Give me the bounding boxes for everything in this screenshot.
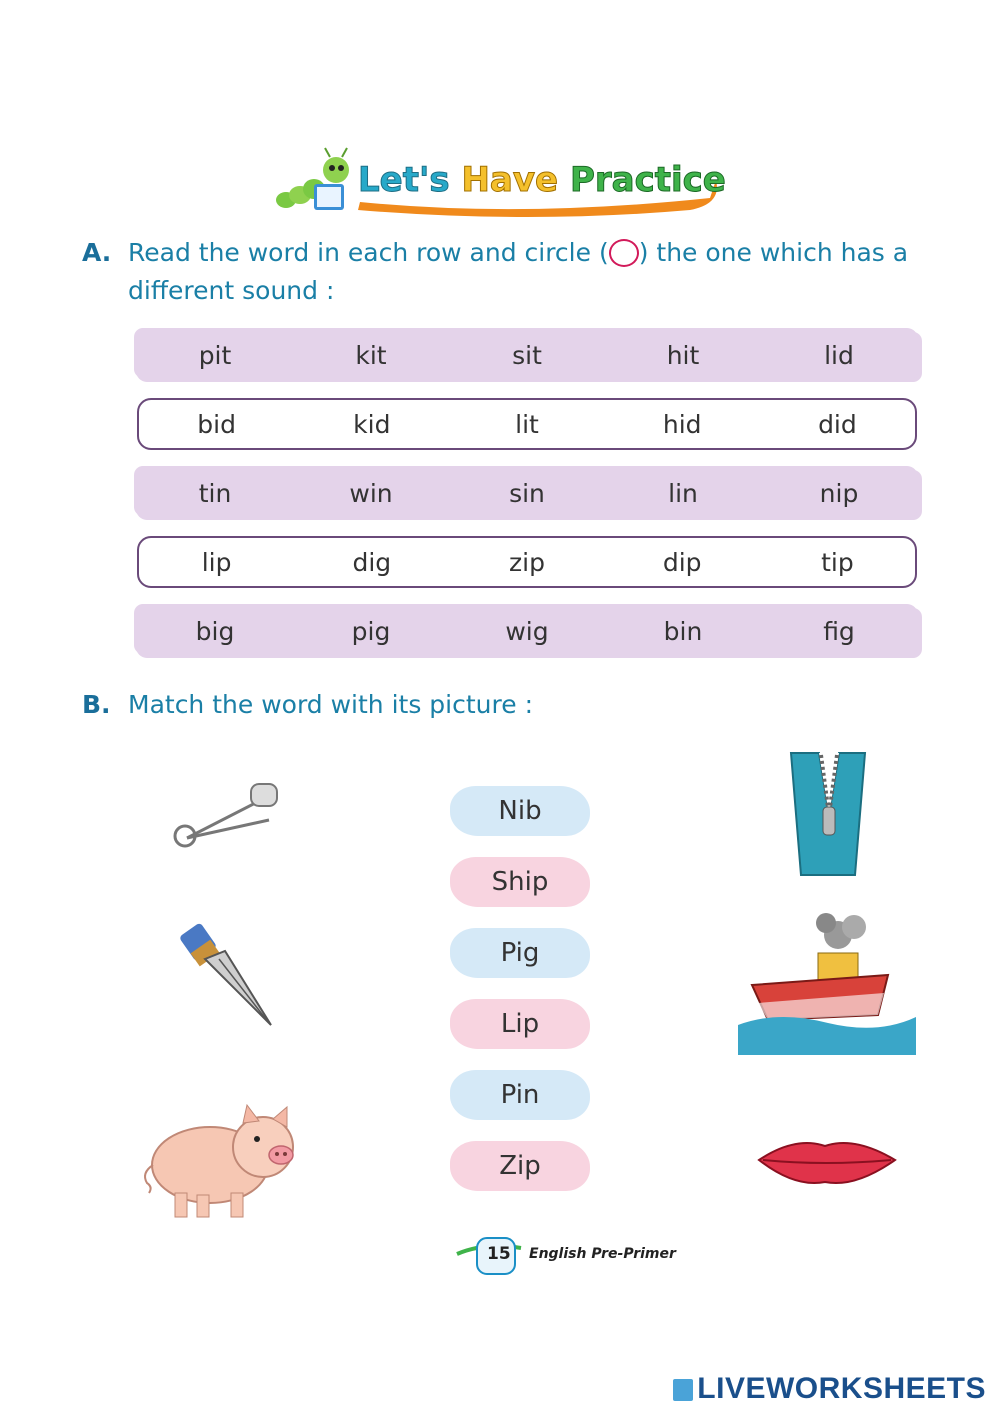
banner-title bbox=[358, 160, 726, 200]
word-cell[interactable]: dip bbox=[662, 547, 702, 577]
word-cell[interactable]: fig bbox=[823, 616, 855, 646]
lips-icon[interactable] bbox=[755, 1130, 900, 1190]
word-cell[interactable]: lin bbox=[668, 478, 698, 508]
safety-pin-icon[interactable] bbox=[165, 770, 285, 855]
zipper-icon[interactable] bbox=[785, 745, 870, 880]
banner-word-1: Let's bbox=[358, 160, 450, 200]
match-word-nib[interactable]: Nib bbox=[450, 786, 590, 836]
circle-icon bbox=[609, 239, 639, 267]
section-b-label: B. bbox=[82, 690, 111, 719]
pig-icon[interactable] bbox=[135, 1095, 310, 1225]
section-b-text: Match the word with its picture : bbox=[128, 690, 533, 719]
word-cell[interactable]: dig bbox=[352, 547, 392, 577]
word-cell[interactable]: pit bbox=[198, 340, 232, 370]
page-footer bbox=[455, 1232, 676, 1282]
match-word-ship[interactable]: Ship bbox=[450, 857, 590, 907]
practice-banner bbox=[270, 140, 730, 220]
section-a-text-after: ) the one which has a different sound : bbox=[128, 238, 909, 305]
word-cell[interactable]: kit bbox=[355, 340, 387, 370]
word-cell[interactable]: nip bbox=[819, 478, 859, 508]
word-cell[interactable]: bin bbox=[663, 616, 703, 646]
liveworksheets-logo[interactable] bbox=[673, 1372, 986, 1406]
banner-word-2: Have bbox=[461, 160, 559, 200]
book-title: English Pre-Primer bbox=[529, 1246, 676, 1262]
word-cell[interactable]: zip bbox=[509, 547, 545, 577]
word-row-5 bbox=[137, 605, 917, 657]
word-cell[interactable]: wig bbox=[505, 616, 549, 646]
word-cell[interactable]: did bbox=[818, 409, 857, 439]
word-cell[interactable]: tip bbox=[821, 547, 854, 577]
word-cell[interactable]: sit bbox=[512, 340, 542, 370]
word-cell[interactable]: big bbox=[195, 616, 235, 646]
match-word-pin[interactable]: Pin bbox=[450, 1070, 590, 1120]
word-row-4 bbox=[137, 536, 917, 588]
word-cell[interactable]: win bbox=[349, 478, 393, 508]
brand-name: LIVEWORKSHEETS bbox=[697, 1372, 986, 1405]
banner-word-3: Practice bbox=[569, 160, 726, 200]
pen-nib-icon[interactable] bbox=[175, 915, 280, 1035]
section-a-text-before: Read the word in each row and circle ( bbox=[128, 238, 609, 267]
word-cell[interactable]: kid bbox=[353, 409, 391, 439]
word-cell[interactable]: sin bbox=[509, 478, 545, 508]
liveworksheets-icon bbox=[673, 1379, 693, 1401]
word-cell[interactable]: pig bbox=[351, 616, 391, 646]
word-cell[interactable]: lit bbox=[515, 409, 539, 439]
match-word-lip[interactable]: Lip bbox=[450, 999, 590, 1049]
page-number: 15 bbox=[487, 1244, 511, 1264]
section-a-label: A. bbox=[82, 238, 112, 267]
match-word-zip[interactable]: Zip bbox=[450, 1141, 590, 1191]
word-cell[interactable]: tin bbox=[198, 478, 232, 508]
section-b-instruction bbox=[82, 686, 928, 724]
word-cell[interactable]: lip bbox=[201, 547, 232, 577]
section-a-instruction bbox=[82, 234, 928, 310]
word-cell[interactable]: bid bbox=[197, 409, 236, 439]
word-row-1 bbox=[137, 329, 917, 381]
word-cell[interactable]: hit bbox=[666, 340, 700, 370]
word-cell[interactable]: lid bbox=[824, 340, 854, 370]
ship-icon[interactable] bbox=[738, 905, 918, 1060]
word-row-2 bbox=[137, 398, 917, 450]
word-cell[interactable]: hid bbox=[662, 409, 702, 439]
word-row-3 bbox=[137, 467, 917, 519]
match-word-pig[interactable]: Pig bbox=[450, 928, 590, 978]
